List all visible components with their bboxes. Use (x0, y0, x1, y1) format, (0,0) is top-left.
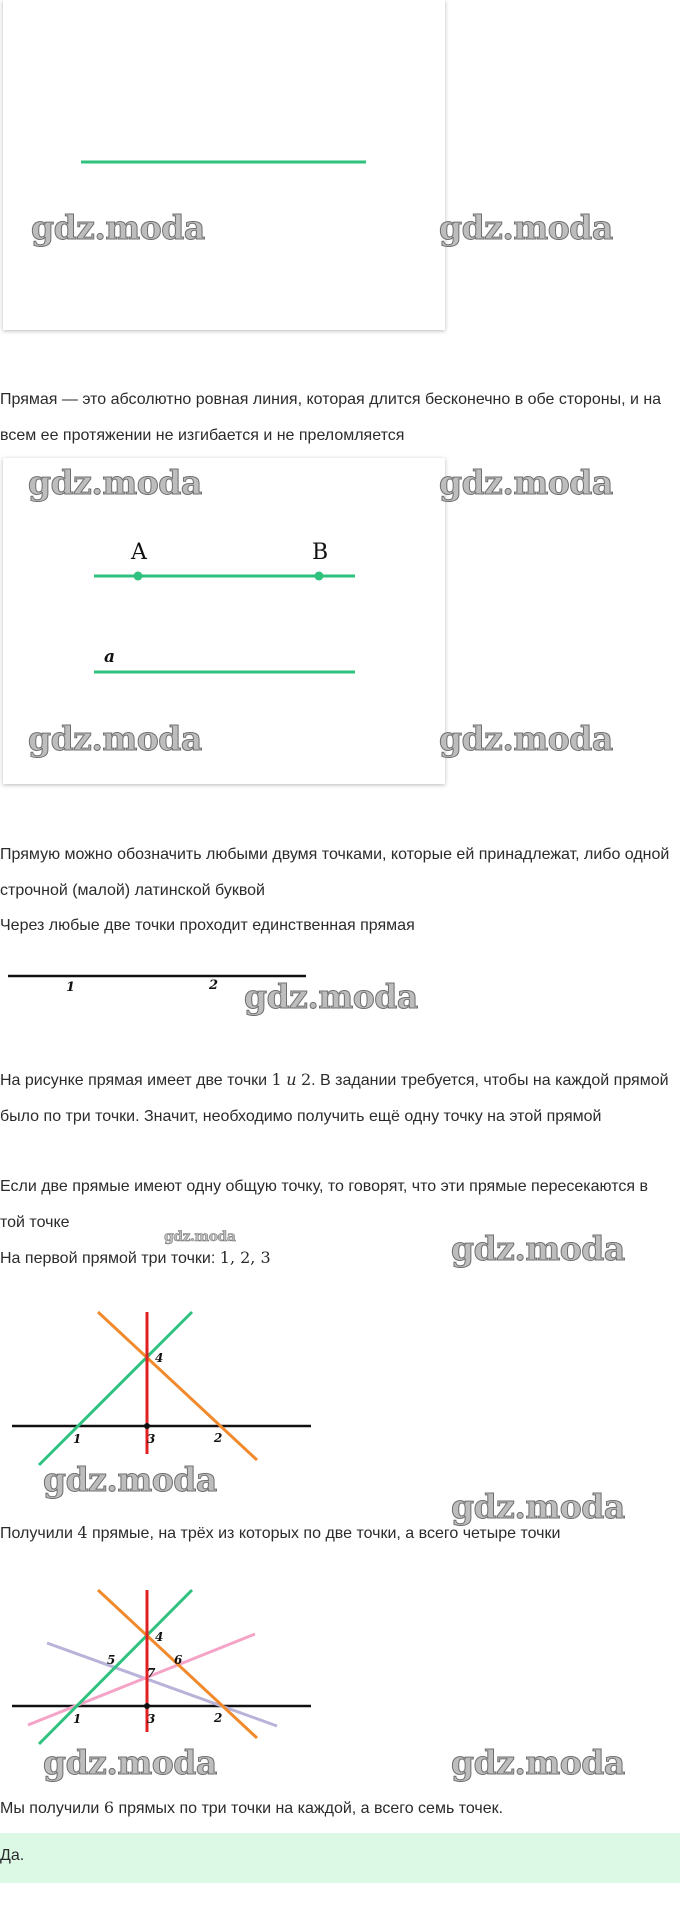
point-4-label: 4 (155, 1351, 164, 1365)
answer-text: Да. (0, 1847, 25, 1864)
paragraph-intersecting-lines: Если две прямые имеют одну общую точку, то говорят, что эти прямые пересекаются в той точке (0, 1178, 648, 1231)
paragraph-line-notation: Прямую можно обозначить любыми двумя точками, которые ей принадлежат, либо одной строчной (малой) латинской буквой (0, 846, 670, 899)
watermark: gdz.moda (31, 208, 205, 247)
watermark: gdz.moda (451, 1743, 625, 1782)
point-6-label: 6 (174, 1653, 183, 1667)
point-a (134, 572, 143, 581)
figure-2-card (3, 458, 445, 784)
math-6: 6 (103, 1798, 114, 1817)
line-a-label: a (104, 647, 116, 667)
watermark: gdz.moda (439, 463, 613, 502)
paragraph-text: На первой прямой три точки: (0, 1250, 220, 1267)
watermark: gdz.moda (451, 1487, 625, 1526)
figure-1-card (3, 0, 445, 330)
paragraph-text: На рисунке прямая имеет две точки (0, 1072, 272, 1089)
paragraph-text: Мы получили (0, 1800, 104, 1817)
watermark: gdz.moda (28, 463, 202, 502)
paragraph-task-explanation (0, 1062, 676, 1135)
point-1-label: 1 (73, 1432, 82, 1446)
paragraph-four-lines (0, 1515, 676, 1552)
point-2-label: 2 (214, 1431, 223, 1445)
paragraph-line-definition: Прямая — это абсолютно ровная линия, которая длится бесконечно в обе стороны, и на всем ее протяжении не изгибается и не преломляется (0, 391, 662, 444)
math-4: 4 (77, 1523, 88, 1542)
point-1-label: 1 (73, 1712, 82, 1726)
paragraph-text: Получили (0, 1525, 78, 1542)
point-7-label: 7 (147, 1666, 156, 1680)
point-3 (144, 1423, 150, 1429)
point-a-label: A (131, 540, 147, 565)
paragraph-text: . В задании требуется, чтобы на каждой прямой было по три точки. Значит, необходимо получить ещё одну точку на этой прямой (0, 1072, 669, 1125)
watermark: gdz.moda (439, 208, 613, 247)
math-2: 2 (300, 1070, 312, 1089)
math-and (286, 1070, 296, 1089)
point-2-label: 2 (209, 978, 219, 993)
point-5-label: 5 (107, 1653, 116, 1667)
point-3-label: 3 (147, 1712, 156, 1726)
watermark: gdz.moda (439, 719, 613, 758)
point-2-label: 2 (214, 1711, 223, 1725)
figure-1-line-drawing (3, 0, 445, 330)
paragraph-two-points: Через любые две точки проходит единственная прямая (0, 917, 415, 934)
point-3-label: 3 (147, 1432, 156, 1446)
watermark: gdz.moda (244, 977, 418, 1016)
paragraph-text: прямых по три точки на каждой, а всего семь точек. (114, 1800, 504, 1817)
lavender-line (47, 1643, 277, 1726)
green-line (39, 1312, 192, 1465)
watermark: gdz.moda (28, 719, 202, 758)
math-1: 1 (271, 1070, 282, 1089)
math-points: 1, 2, 3 (219, 1248, 271, 1267)
point-4-label: 4 (155, 1630, 164, 1644)
watermark: gdz.moda (43, 1460, 217, 1499)
watermark: gdz.moda (164, 1229, 236, 1245)
math-and-text: и (286, 1070, 297, 1089)
answer-box (0, 1833, 680, 1883)
point-b-label: B (312, 540, 329, 565)
point-1-label: 1 (66, 980, 76, 995)
paragraph-text: прямые, на трёх из которых по две точки, а всего четыре точки (87, 1525, 561, 1542)
point-b (315, 572, 324, 581)
orange-line (98, 1312, 257, 1460)
paragraph-six-lines (0, 1790, 676, 1827)
watermark: gdz.moda (451, 1229, 625, 1268)
point-3 (144, 1703, 150, 1709)
watermark: gdz.moda (43, 1743, 217, 1782)
